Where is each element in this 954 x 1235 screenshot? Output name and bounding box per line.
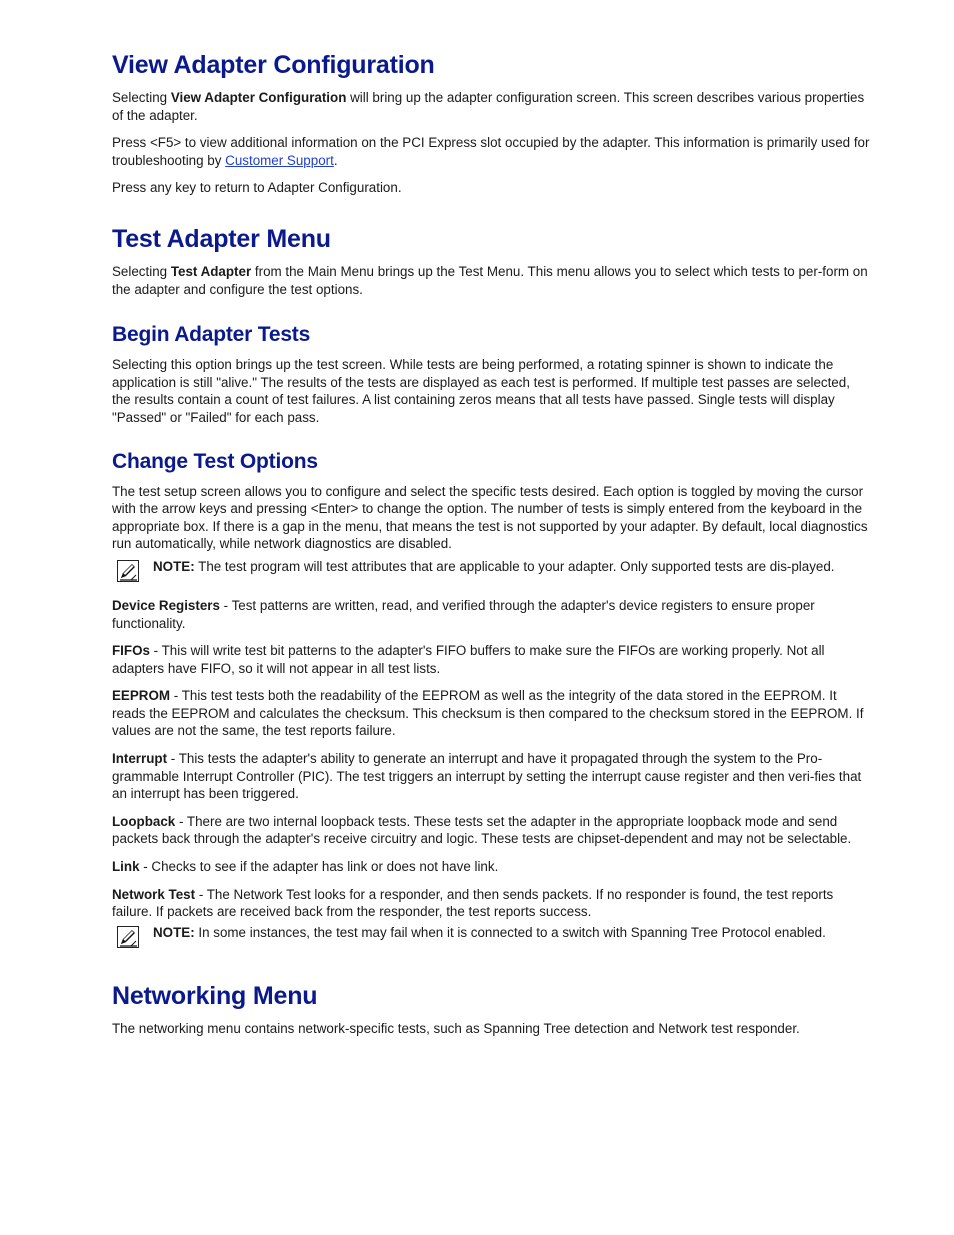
test-option-item xyxy=(112,687,872,740)
heading-test-adapter-menu: Test Adapter Menu xyxy=(112,224,331,253)
test-option-description: - This test tests both the readability of the EEPROM as well as the integrity of the data stored in the EEPROM. It reads the EEPROM and calculates the checksum. This checksum is then compared to the checksum stored in the EEPROM. If values are not the same, the test reports failure. xyxy=(112,688,864,739)
paragraph: The test setup screen allows you to configure and select the specific tests desired. Each option is toggled by moving the cursor with the arrow keys and pressing <Enter> to change the option. The number of tests is simply entered from the keyboard in the appropriate box. If there is a gap in the menu, that means the test is not supported by your adapter. By default, local diagnostics run automatically, while network diagnostics are disabled. xyxy=(112,483,868,552)
test-option-term: Link xyxy=(112,859,140,875)
test-option-term: Device Registers xyxy=(112,597,220,613)
note-pencil-icon xyxy=(117,926,139,948)
paragraph: Selecting this option brings up the test screen. While tests are being performed, a rotating spinner is shown to indicate the application is still "alive." The results of the tests are displayed as each test is performed. If multiple test passes are selected, the results contain a count of test failures. A list containing zeros means that all tests have passed. Single tests will display "Passed" or "Failed" for each pass. xyxy=(112,357,850,425)
document-page xyxy=(112,50,872,1037)
test-option-item xyxy=(112,642,872,677)
heading-begin-adapter-tests: Begin Adapter Tests xyxy=(112,323,311,347)
test-option-description: - Test patterns are written, read, and verified through the adapter's device registers to ensure proper functionality. xyxy=(112,597,815,631)
test-option-item xyxy=(112,750,872,803)
test-option-description: - Checks to see if the adapter has link or does not have link. xyxy=(139,859,499,875)
test-option-description: - The Network Test looks for a responder, and then sends packets. If no responder is found, the test reports failure. If packets are received back from the responder, the test reports success. xyxy=(112,886,834,920)
test-option-term: Interrupt xyxy=(112,751,168,767)
test-option-term: FIFOs xyxy=(112,643,150,659)
note-box xyxy=(112,924,872,948)
paragraph: Selecting Test Adapter from the Main Menu brings up the Test Menu. This menu allows you to select which tests to per-form on the adapter and configure the test options. xyxy=(112,263,868,297)
test-option-description: - This will write test bit patterns to the adapter's FIFO buffers to make sure the FIFOs are working properly. Not all adapters have FIFO, so it will not appear in all test lists. xyxy=(112,643,825,676)
note-text: NOTE: The test program will test attributes that are applicable to your adapter. Only supported tests are dis-played. xyxy=(153,558,835,574)
heading-change-test-options: Change Test Options xyxy=(112,449,318,473)
test-option-item xyxy=(112,886,872,921)
test-option-term: Loopback xyxy=(112,813,176,829)
note-pencil-icon xyxy=(117,560,139,582)
heading-networking-menu: Networking Menu xyxy=(112,981,318,1010)
test-option-item xyxy=(112,813,872,848)
bold-term: Test Adapter xyxy=(170,263,252,279)
test-option-item xyxy=(112,597,872,632)
test-option-item xyxy=(112,858,872,876)
note-text: NOTE: In some instances, the test may fail when it is connected to a switch with Spanning Tree Protocol enabled. xyxy=(153,924,826,940)
test-option-description: - There are two internal loopback tests. These tests set the adapter in the appropriate loopback mode and send packets back through the adapter's receive circuitry and logic. These tests are chipset-dependent and may not be selectable. xyxy=(112,813,852,847)
customer-support-link[interactable]: Customer Support xyxy=(225,152,334,168)
paragraph: Press <F5> to view additional information on the PCI Express slot occupied by the adapter. This information is primarily used for troubleshooting by Customer Support. xyxy=(112,135,870,168)
paragraph: The networking menu contains network-specific tests, such as Spanning Tree detection and Network test responder. xyxy=(112,1020,800,1036)
test-option-description: - This tests the adapter's ability to generate an interrupt and have it propagated through the system to the Pro-grammable Interrupt Controller (PIC). The test triggers an interrupt by setting the interrupt cause register and then veri-fies that an interrupt has been triggered. xyxy=(112,751,862,802)
test-option-term: EEPROM xyxy=(112,688,171,704)
note-box xyxy=(112,558,872,582)
test-options-list xyxy=(112,597,872,921)
bold-term: View Adapter Configuration xyxy=(170,90,347,105)
paragraph: Selecting View Adapter Configuration will bring up the adapter configuration screen. This screen describes various properties of the adapter. xyxy=(112,90,865,123)
heading-view-adapter-configuration: View Adapter Configuration xyxy=(112,51,435,79)
test-option-term: Network Test xyxy=(112,886,196,902)
paragraph: Press any key to return to Adapter Configuration. xyxy=(112,180,402,196)
